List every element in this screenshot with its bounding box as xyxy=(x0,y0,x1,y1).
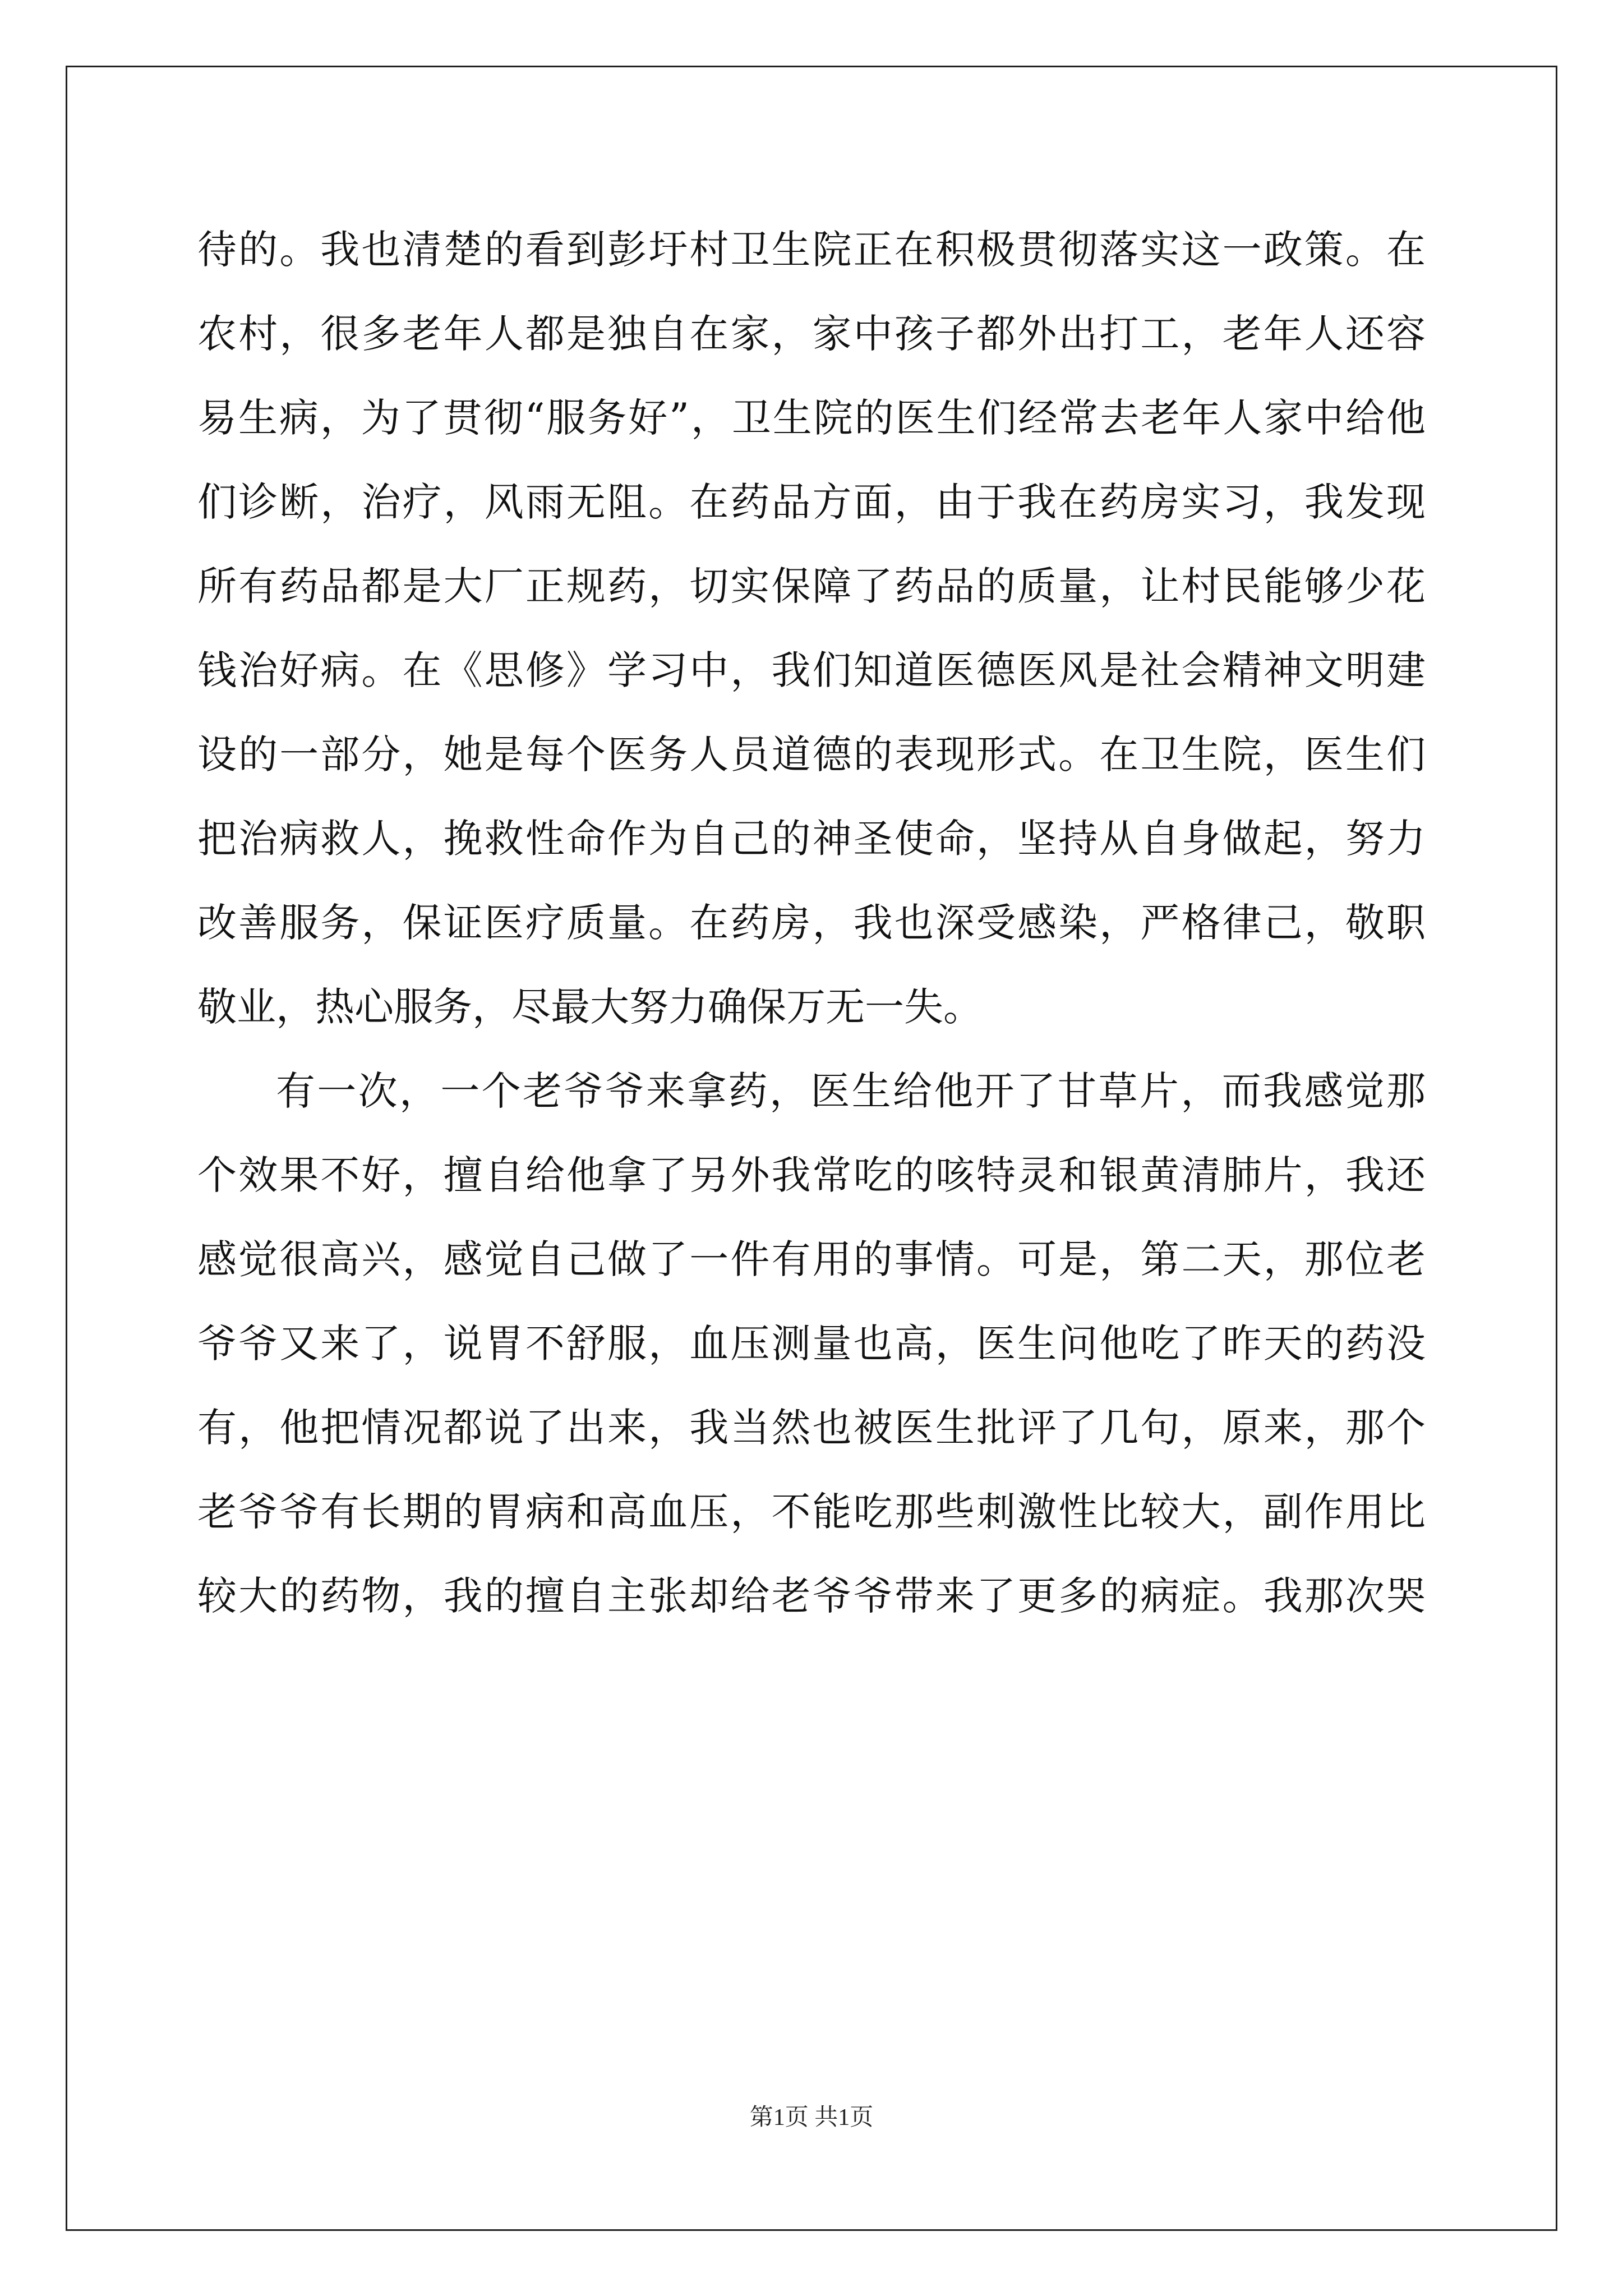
page-border xyxy=(66,66,1557,2231)
text-line: 改善服务，保证医疗质量。在药房，我也深受感染，严格律己，敬职 xyxy=(197,900,1426,946)
text-line: 农村，很多老年人都是独自在家，家中孩子都外出打工，老年人还容 xyxy=(197,311,1426,357)
text-line: 老爷爷有长期的胃病和高血压，不能吃那些刺激性比较大，副作用比 xyxy=(197,1489,1426,1535)
text-line: 感觉很高兴，感觉自己做了一件有用的事情。可是，第二天，那位老 xyxy=(197,1236,1426,1282)
text-line: 钱治好病。在《思修》学习中，我们知道医德医风是社会精神文明建 xyxy=(197,647,1426,693)
page-footer: 第1页 共1页 xyxy=(749,2105,874,2131)
text-line: 易生病，为了贯彻“服务好”，卫生院的医生们经常去老年人家中给他 xyxy=(197,395,1426,441)
text-line: 们诊断，治疗，风雨无阻。在药品方面，由于我在药房实习，我发现 xyxy=(197,479,1426,525)
text-line: 有一次，一个老爷爷来拿药，医生给他开了甘草片，而我感觉那 xyxy=(276,1068,1426,1114)
text-line: 较大的药物，我的擅自主张却给老爷爷带来了更多的病症。我那次哭 xyxy=(197,1573,1426,1619)
text-line: 待的。我也清楚的看到彭圩村卫生院正在积极贯彻落实这一政策。在 xyxy=(197,227,1426,273)
text-line: 个效果不好，擅自给他拿了另外我常吃的咳特灵和银黄清肺片，我还 xyxy=(197,1152,1426,1198)
text-line: 有，他把情况都说了出来，我当然也被医生批评了几句，原来，那个 xyxy=(197,1405,1426,1451)
text-line: 敬业，热心服务，尽最大努力确保万无一失。 xyxy=(197,984,983,1030)
text-line: 所有药品都是大厂正规药，切实保障了药品的质量，让村民能够少花 xyxy=(197,563,1426,609)
text-line: 把治病救人，挽救性命作为自己的神圣使命，坚持从自身做起，努力 xyxy=(197,816,1426,862)
text-line: 设的一部分，她是每个医务人员道德的表现形式。在卫生院，医生们 xyxy=(197,731,1426,777)
text-line: 爷爷又来了，说胃不舒服，血压测量也高，医生问他吃了昨天的药没 xyxy=(197,1320,1426,1366)
